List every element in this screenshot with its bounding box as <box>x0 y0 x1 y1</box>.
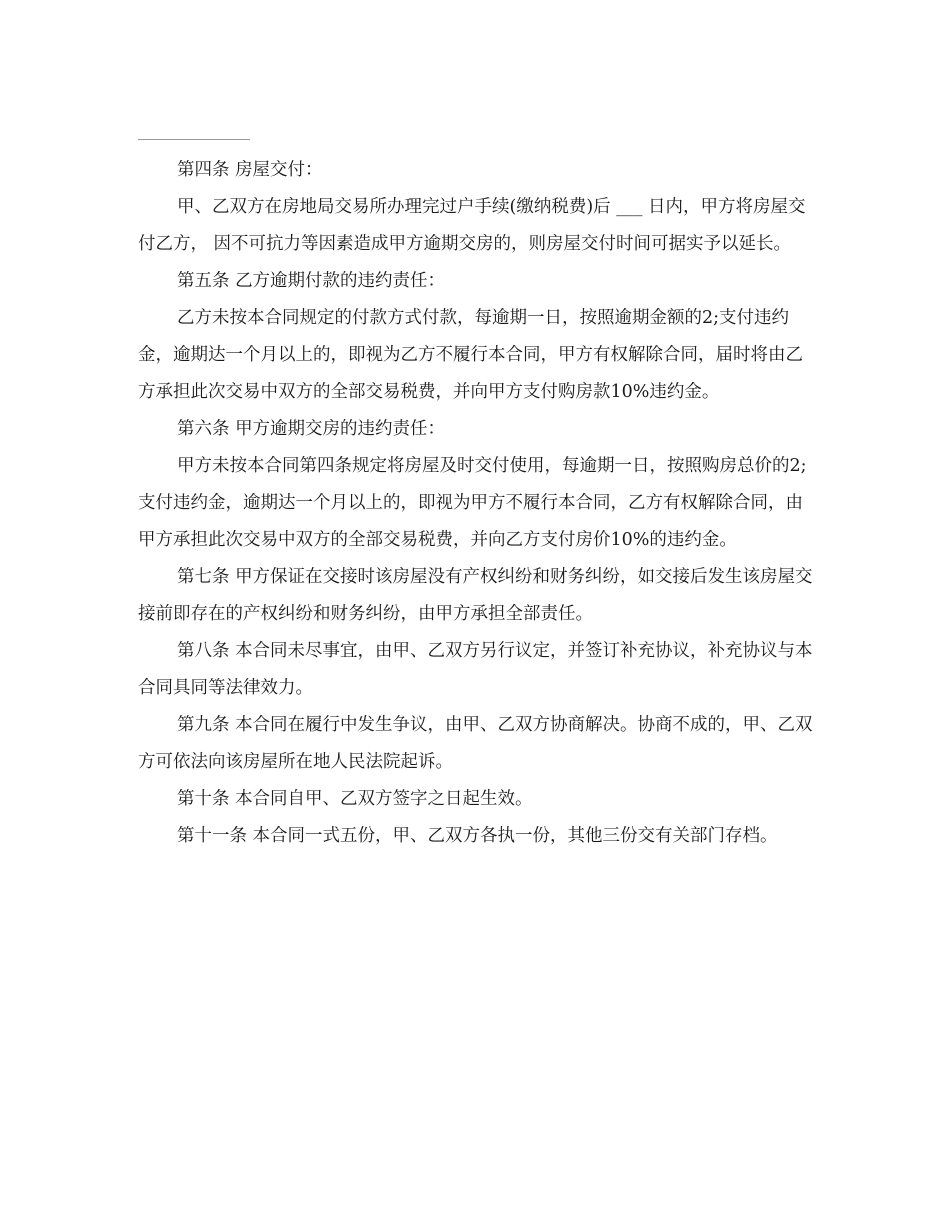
clause-4-text: 甲、乙双方在房地局交易所办理完过户手续(缴纳税费)后 ___ 日内，甲方将房屋交付乙方， 因不可抗力等因素造成甲方逾期交房的，则房屋交付时间可据实予以延长。 <box>138 197 806 254</box>
contract-body <box>138 152 818 855</box>
clause-5-text: 乙方未按本合同规定的付款方式付款，每逾期一日，按照逾期金额的2;支付违约金，逾期达一个月以上的，即视为乙方不履行本合同，甲方有权解除合同，届时将由乙方承担此次交易中双方的全部交易税费，并向甲方支付购房款10%违约金。 <box>138 308 803 402</box>
clause-10: 第十条 本合同自甲、乙双方签字之日起生效。 <box>177 789 533 809</box>
clause-7: 第七条 甲方保证在交接时该房屋没有产权纠纷和财务纠纷，如交接后发生该房屋交接前即存在的产权纠纷和财务纠纷，由甲方承担全部责任。 <box>138 567 813 624</box>
clause-4-heading: 第四条 房屋交付： <box>177 160 323 180</box>
clause-9: 第九条 本合同在履行中发生争议，由甲、乙双方协商解决。协商不成的，甲、乙双方可依法向该房屋所在地人民法院起诉。 <box>138 715 813 772</box>
clause-8: 第八条 本合同未尽事宜，由甲、乙双方另行议定，并签订补充协议，补充协议与本合同具同等法律效力。 <box>138 641 813 698</box>
clause-6-heading: 第六条 甲方逾期交房的违约责任： <box>177 419 446 439</box>
clause-6-text: 甲方未按本合同第四条规定将房屋及时交付使用，每逾期一日，按照购房总价的2;支付违约金，逾期达一个月以上的，即视为甲方不履行本合同，乙方有权解除合同，由甲方承担此次交易中双方的全部交易税费，并向乙方支付房价10%的违约金。 <box>138 456 807 550</box>
clause-5-heading: 第五条 乙方逾期付款的违约责任： <box>177 271 446 291</box>
header-rule <box>138 139 250 140</box>
clause-11: 第十一条 本合同一式五份，甲、乙双方各执一份，其他三份交有关部门存档。 <box>177 826 778 846</box>
